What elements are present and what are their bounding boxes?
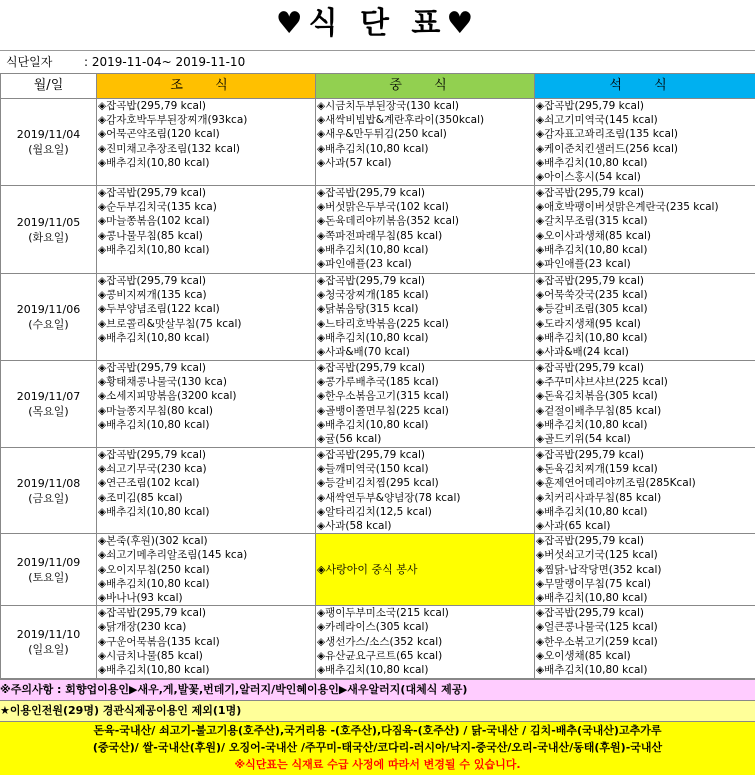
date-text: 2019/11/04 (16, 128, 81, 141)
menu-item: ◈잡곡밥(295,79 kcal) (98, 275, 206, 287)
breakfast-cell (97, 361, 316, 448)
menu-table (0, 73, 755, 679)
menu-item: ◈버섯맑은두부국(102 kcal) (317, 201, 449, 214)
menu-item: ◈사과(65 kcal) (536, 520, 611, 533)
menu-item: ◈케이준치킨샐러드(256 kcal) (536, 142, 678, 155)
dinner-cell (535, 99, 755, 186)
weekday-text: (목요일) (28, 405, 69, 418)
menu-item: ◈배추김치(10,80 kcal) (536, 331, 648, 344)
menu-item: ◈애호박팽이버섯맑은계란국(235 kcal) (536, 201, 719, 214)
menu-item: ◈배추김치(10,80 kcal) (98, 505, 210, 518)
menu-item: ◈돈육데리야끼볶음(352 kcal) (317, 215, 459, 228)
origin-line-2: (중국산)/ 쌀-국내산(후원)/ 오징어-국내산 /주꾸미-태국산/코다리-러시아/낙지-중국산/오리-국내산/동태(후원)-국내산 (92, 741, 663, 754)
header-dinner: 석 식 (535, 74, 755, 99)
menu-item: ◈잡곡밥(295,79 kcal) (536, 100, 644, 112)
lunch-cell (316, 274, 535, 361)
menu-item: ◈카레라이스(305 kcal) (317, 621, 429, 634)
menu-item: ◈얼큰콩나물국(125 kcal) (536, 621, 658, 634)
menu-item: ◈시금치나물(85 kcal) (98, 649, 203, 662)
menu-item: ◈잡곡밥(295,79 kcal) (317, 187, 425, 199)
menu-item: ◈어묵곤약조림(120 kcal) (98, 128, 220, 141)
menu-item: ◈배추김치(10,80 kcal) (98, 331, 210, 344)
menu-item: ◈잡곡밥(295,79 kcal) (536, 362, 644, 374)
menu-item: ◈주꾸미샤브샤브(225 kcal) (536, 376, 668, 389)
menu-item: ◈쇠고기무국(230 kca) (98, 463, 207, 476)
menu-item: ◈콩가루배추국(185 kcal) (317, 376, 439, 389)
menu-item: ◈귤(56 kcal) (317, 433, 382, 446)
menu-item: ◈파인애플(23 kcal) (536, 258, 631, 271)
dinner-cell (535, 534, 755, 606)
menu-item: ◈돈육김치볶음(305 kcal) (536, 390, 658, 403)
menu-item: ◈잡곡밥(295,79 kcal) (536, 535, 644, 548)
date-cell (1, 186, 97, 274)
date-text: 2019/11/10 (16, 628, 81, 642)
weekday-text: (금요일) (28, 491, 69, 505)
menu-item: ◈배추김치(10,80 kcal) (98, 243, 210, 256)
menu-item: ◈쇠고기메추리알조림(145 kca) (98, 549, 248, 562)
menu-item: ◈사과&배(24 kcal) (536, 346, 629, 359)
menu-item: ◈배추김치(10,80 kcal) (317, 142, 429, 155)
menu-item: ◈연근조림(102 kcal) (98, 477, 200, 490)
menu-item: ◈감자표고꽈리조림(135 kcal) (536, 128, 678, 141)
origin-line-1: 돈육-국내산/ 쇠고기-불고기용(호주산),국거리용 -(호주산),다짐육-(호주산) / 닭-국내산 / 김치-배추(국내산)고추가루 (93, 724, 662, 737)
menu-item: ◈팽이두부미소국(215 kcal) (317, 607, 449, 620)
allergy-notice: ※주의사항 : 회향업이용인▶새우,게,발꽃,번데기,알러지/박인혜이용인▶새우알러지(대체식 제공) (0, 679, 755, 701)
menu-item: ◈잡곡밥(295,79 kcal) (536, 607, 644, 620)
dinner-cell (535, 186, 755, 274)
menu-item: ◈배추김치(10,80 kcal) (317, 418, 429, 431)
menu-item: ◈잡곡밥(295,79 kcal) (98, 362, 206, 374)
menu-item: ◈마늘쫑지무침(80 kcal) (98, 404, 214, 417)
date-cell (1, 534, 97, 606)
menu-item: ◈본죽(후원)(302 kcal) (98, 535, 208, 548)
menu-item: ◈도라지생채(95 kcal) (536, 317, 641, 330)
menu-item: ◈알타리김치(12,5 kcal) (317, 505, 432, 518)
menu-item: ◈등갈비조림(305 kcal) (536, 303, 648, 316)
menu-item: ◈잡곡밥(295,79 kcal) (98, 607, 206, 620)
menu-item: ◈골뱅이쫄면무침(225 kcal) (317, 404, 449, 417)
menu-item: ◈어묵쑥갓국(235 kcal) (536, 289, 648, 302)
lunch-cell (316, 186, 535, 274)
header-breakfast: 조 식 (97, 74, 316, 99)
menu-item: ◈잡곡밥(295,79 kcal) (317, 275, 425, 287)
lunch-cell (316, 534, 535, 606)
dinner-cell (535, 606, 755, 679)
date-cell (1, 274, 97, 361)
menu-item: ◈배추김치(10,80 kcal) (98, 418, 210, 431)
weekday-text: (수요일) (28, 318, 69, 331)
menu-item: ◈사과(57 kcal) (317, 156, 392, 169)
meal-period (0, 50, 755, 73)
menu-item: ◈두부양념조림(122 kcal) (98, 303, 220, 316)
weekday-text: (월요일) (28, 143, 69, 156)
lunch-cell (316, 99, 535, 186)
period-value: : 2019-11-04~ 2019-11-10 (84, 55, 246, 69)
menu-item: ◈한우소볶고기(259 kcal) (536, 635, 658, 648)
menu-item: ◈조미김(85 kcal) (98, 491, 183, 504)
day-row (1, 99, 755, 186)
menu-item: ◈청국장찌개(185 kcal) (317, 289, 429, 302)
menu-item: ◈사과&배(70 kcal) (317, 346, 410, 359)
menu-item: ◈잡곡밥(295,79 kcal) (98, 187, 206, 199)
menu-item: ◈콩나물무침(85 kcal) (98, 229, 203, 242)
breakfast-cell (97, 448, 316, 534)
lunch-cell (316, 606, 535, 679)
menu-item: ◈잡곡밥(295,79 kcal) (317, 449, 425, 461)
menu-item: ◈배추김치(10,80 kcal) (536, 505, 648, 518)
menu-item: ◈오이생채(85 kcal) (536, 649, 631, 662)
menu-item: ◈구운어묵볶음(135 kcal) (98, 635, 220, 648)
menu-item: ◈황태채콩나물국(130 kca) (98, 376, 227, 389)
menu-item: ◈진미채고추장조림(132 kcal) (98, 142, 240, 155)
period-label: 식단일자 (6, 55, 53, 69)
date-cell (1, 606, 97, 679)
menu-item: ◈잡곡밥(295,79 kcal) (536, 275, 644, 287)
menu-item: ◈돈육김치찌개(159 kcal) (536, 463, 658, 476)
menu-item: ◈파인애플(23 kcal) (317, 258, 412, 271)
weekday-text: (토요일) (28, 570, 69, 584)
headcount-note: ★이용인전원(29명) 경관식제공이용인 제외(1명) (0, 701, 755, 722)
menu-item: ◈순두부김치국(135 kca) (98, 201, 217, 214)
dinner-cell (535, 448, 755, 534)
breakfast-cell (97, 99, 316, 186)
menu-item: ◈배추김치(10,80 kcal) (536, 418, 648, 431)
menu-item: ◈무말랭이무침(75 kcal) (536, 577, 652, 590)
menu-item: ◈배추김치(10,80 kcal) (98, 577, 210, 590)
day-row (1, 274, 755, 361)
menu-item: ◈바나나(93 kcal) (98, 592, 183, 605)
dinner-cell (535, 361, 755, 448)
menu-item: ◈갈치무조림(315 kcal) (536, 215, 648, 228)
menu-item: ◈감자호박두부된장찌개(93kca) (98, 114, 248, 127)
menu-item: ◈콩비지찌개(135 kca) (98, 289, 207, 302)
breakfast-cell (97, 274, 316, 361)
lunch-cell (316, 361, 535, 448)
menu-item: ◈한우소볶음고기(315 kcal) (317, 390, 449, 403)
menu-item: ◈쇠고기미역국(145 kcal) (536, 114, 658, 127)
menu-item: ◈치커리사과무침(85 kcal) (536, 491, 662, 504)
date-text: 2019/11/08 (16, 476, 81, 490)
date-text: 2019/11/07 (16, 390, 81, 403)
menu-item: ◈소세지피망볶음(3200 kcal) (98, 390, 237, 403)
change-warning: ※식단표는 식재료 수급 사정에 따라서 변경될 수 있습니다. (234, 758, 521, 771)
date-text: 2019/11/09 (16, 555, 81, 569)
menu-item: ◈버섯쇠고기국(125 kcal) (536, 549, 658, 562)
date-cell (1, 448, 97, 534)
menu-item: ◈사과(58 kcal) (317, 520, 392, 533)
menu-item: ◈겉절이배추무침(85 kcal) (536, 404, 662, 417)
menu-item: ◈잡곡밥(295,79 kcal) (317, 362, 425, 374)
menu-item: ◈배추김치(10,80 kcal) (317, 664, 429, 677)
day-row (1, 534, 755, 606)
page-title: ♥식 단 표♥ (275, 6, 480, 41)
date-text: 2019/11/05 (16, 215, 81, 229)
menu-item: ◈생선가스/소스(352 kcal) (317, 635, 443, 648)
breakfast-cell (97, 534, 316, 606)
weekday-text: (화요일) (28, 230, 69, 244)
menu-item: ◈쪽파전파래무침(85 kcal) (317, 229, 443, 242)
menu-item: ◈브로콜리&맛살무침(75 kcal) (98, 317, 242, 330)
menu-item: ◈잡곡밥(295,79 kcal) (536, 449, 644, 461)
date-cell (1, 99, 97, 186)
menu-item: ◈잡곡밥(295,79 kcal) (98, 100, 206, 112)
menu-item: ◈닭개장(230 kca) (98, 621, 187, 634)
menu-item: ◈배추김치(10,80 kcal) (536, 592, 648, 605)
special-notice: ◈사랑아이 중식 봉사 (317, 562, 418, 576)
menu-item: ◈유산균요구르트(65 kcal) (317, 649, 443, 662)
weekday-text: (일요일) (28, 643, 69, 657)
dinner-cell (535, 274, 755, 361)
lunch-cell (316, 448, 535, 534)
menu-item: ◈배추김치(10,80 kcal) (98, 664, 210, 677)
menu-item: ◈배추김치(10,80 kcal) (536, 243, 648, 256)
menu-item: ◈배추김치(10,80 kcal) (98, 156, 210, 169)
date-text: 2019/11/06 (16, 303, 81, 316)
day-row (1, 361, 755, 448)
breakfast-cell (97, 606, 316, 679)
date-cell (1, 361, 97, 448)
menu-item: ◈새우&만두튀김(250 kcal) (317, 128, 447, 141)
day-row (1, 186, 755, 274)
menu-item: ◈잡곡밥(295,79 kcal) (98, 449, 206, 461)
menu-item: ◈훈제연어데리야끼조림(285Kcal) (536, 477, 696, 490)
day-row (1, 606, 755, 679)
header-day: 월/일 (1, 74, 97, 99)
breakfast-cell (97, 186, 316, 274)
menu-item: ◈배추김치(10,80 kcal) (536, 664, 648, 677)
day-row (1, 448, 755, 534)
menu-item: ◈골드키위(54 kcal) (536, 433, 631, 446)
menu-item: ◈오이지무침(250 kcal) (98, 563, 210, 576)
menu-item: ◈배추김치(10,80 kcal) (317, 243, 429, 256)
menu-item: ◈마늘쫑볶음(102 kcal) (98, 215, 210, 228)
menu-item: ◈잡곡밥(295,79 kcal) (536, 187, 644, 199)
menu-item: ◈배추김치(10,80 kcal) (536, 156, 648, 169)
menu-item: ◈오이사과생채(85 kcal) (536, 229, 652, 242)
menu-item: ◈배추김치(10,80 kcal) (317, 331, 429, 344)
menu-item: ◈새싹연두부&양념장(78 kcal) (317, 491, 461, 504)
menu-item: ◈새싹비빔밥&계란후라이(350kcal) (317, 114, 485, 127)
menu-item: ◈느타리호박볶음(225 kcal) (317, 317, 449, 330)
menu-item: ◈시금치두부된장국(130 kcal) (317, 100, 459, 112)
header-row (1, 74, 755, 99)
menu-item: ◈아이스홍시(54 kcal) (536, 171, 641, 184)
menu-item: ◈찜닭-납작당면(352 kcal) (536, 563, 662, 576)
menu-item: ◈닭볶음탕(315 kcal) (317, 303, 419, 316)
header-lunch: 중 식 (316, 74, 535, 99)
menu-item: ◈들깨미역국(150 kcal) (317, 463, 429, 476)
origin-info (0, 722, 755, 775)
menu-item: ◈등갈비김치찜(295 kcal) (317, 477, 439, 490)
